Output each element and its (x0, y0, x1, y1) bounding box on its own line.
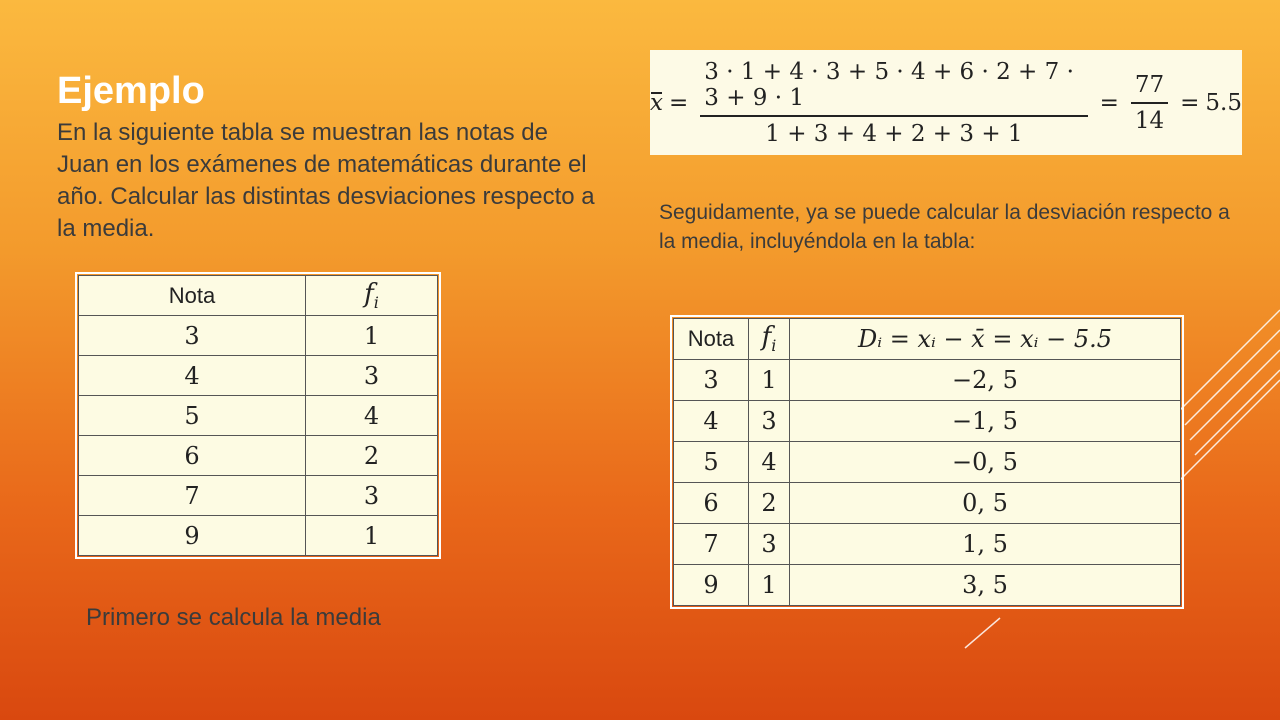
cell-fi: 3 (306, 476, 438, 516)
cell-fi: 4 (306, 396, 438, 436)
cell-fi: 3 (749, 524, 790, 565)
cell-fi: 2 (306, 436, 438, 476)
equals-sign: = (1180, 89, 1200, 116)
cell-nota: 6 (79, 436, 306, 476)
table-row (674, 565, 1181, 606)
cell-deviation: 3, 5 (790, 565, 1181, 606)
result-numerator: 77 (1131, 72, 1168, 104)
header-nota: Nota (674, 319, 749, 360)
table-row (674, 360, 1181, 401)
cell-nota: 3 (79, 316, 306, 356)
cell-fi: 1 (306, 316, 438, 356)
table-row (674, 483, 1181, 524)
mean-symbol: x (650, 89, 663, 116)
cell-fi: 1 (306, 516, 438, 556)
result-denominator: 14 (1134, 107, 1165, 134)
table-row (79, 396, 438, 436)
cell-fi: 3 (306, 356, 438, 396)
result-fraction (1131, 72, 1168, 134)
mean-formula (650, 50, 1242, 155)
cell-fi: 4 (749, 442, 790, 483)
table-row (79, 316, 438, 356)
cell-nota: 9 (79, 516, 306, 556)
cell-nota: 4 (674, 401, 749, 442)
table-row (674, 442, 1181, 483)
cell-deviation: −1, 5 (790, 401, 1181, 442)
deco-line (965, 618, 1000, 648)
table-header-row (79, 276, 438, 316)
equals-sign: = (1099, 89, 1119, 116)
table-row (79, 516, 438, 556)
cell-fi: 1 (749, 360, 790, 401)
cell-deviation: −0, 5 (790, 442, 1181, 483)
slide-title: Ejemplo (57, 70, 205, 112)
cell-nota: 7 (79, 476, 306, 516)
deviation-paragraph: Seguidamente, ya se puede calcular la desviación respecto a la media, incluyéndola en la tabla: (659, 201, 1230, 253)
deviations-table (673, 318, 1181, 606)
table-row (79, 436, 438, 476)
table-row (674, 401, 1181, 442)
cell-fi: 1 (749, 565, 790, 606)
cell-fi: 3 (749, 401, 790, 442)
intro-paragraph: En la siguiente tabla se muestran las notas de Juan en los exámenes de matemáticas durante el año. Calcular las distintas desviaciones respecto a la media. (57, 119, 595, 242)
header-fi: $f_i$ (749, 319, 790, 360)
mean-result: 5.5 (1205, 89, 1242, 116)
cell-deviation: 0, 5 (790, 483, 1181, 524)
mean-step-label: Primero se calcula la media (86, 604, 381, 631)
header-fi: $f_i$ (306, 276, 438, 316)
cell-nota: 4 (79, 356, 306, 396)
table-header-row (674, 319, 1181, 360)
mean-fraction (700, 59, 1087, 147)
cell-nota: 5 (674, 442, 749, 483)
cell-nota: 3 (674, 360, 749, 401)
cell-nota: 5 (79, 396, 306, 436)
cell-deviation: −2, 5 (790, 360, 1181, 401)
cell-fi: 2 (749, 483, 790, 524)
equals-sign: = (668, 89, 689, 116)
table-row (674, 524, 1181, 565)
cell-nota: 6 (674, 483, 749, 524)
header-nota: Nota (79, 276, 306, 316)
grades-table (78, 275, 438, 556)
cell-nota: 7 (674, 524, 749, 565)
mean-numerator: 3 · 1 + 4 · 3 + 5 · 4 + 6 · 2 + 7 · 3 + 9 · 1 (700, 59, 1087, 117)
cell-deviation: 1, 5 (790, 524, 1181, 565)
table-row (79, 476, 438, 516)
cell-nota: 9 (674, 565, 749, 606)
table-row (79, 356, 438, 396)
mean-denominator: 1 + 3 + 4 + 2 + 3 + 1 (765, 120, 1023, 147)
header-deviation: Dᵢ = xᵢ − x̄ = xᵢ − 5.5 (790, 319, 1181, 360)
deco-line (1185, 330, 1280, 425)
deco-line (1190, 350, 1280, 440)
